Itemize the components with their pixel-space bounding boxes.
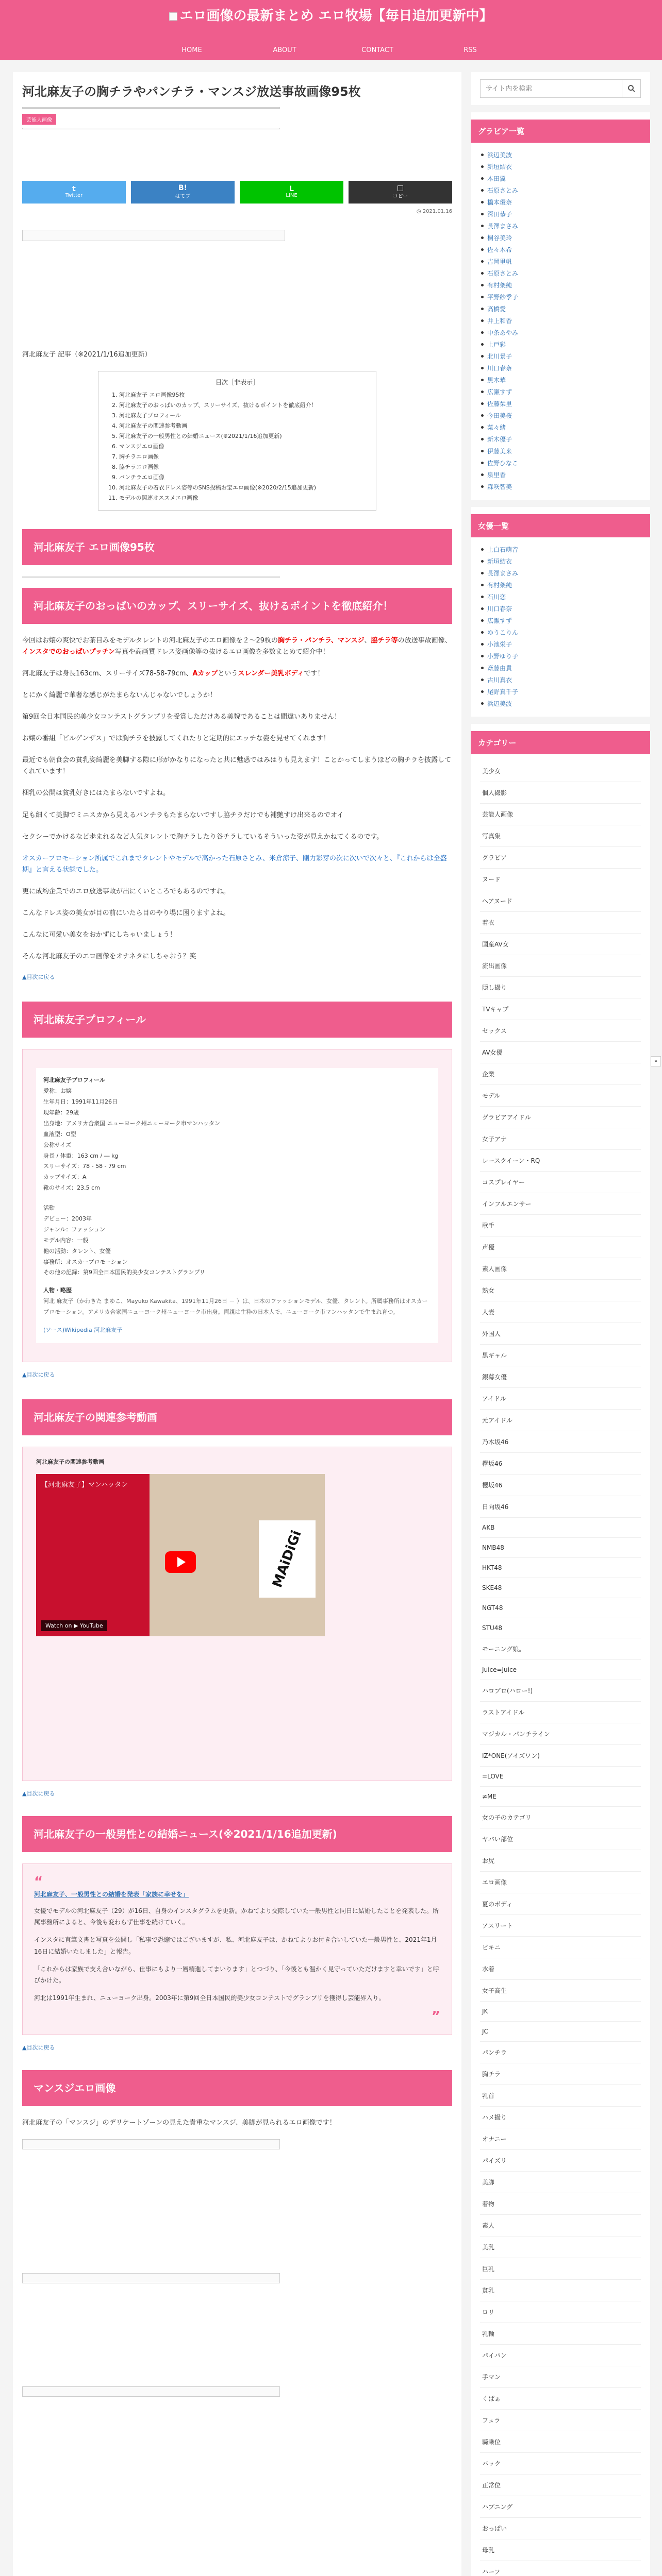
search-form (480, 79, 641, 98)
profile-line: 愛称：お嬢 (43, 1088, 72, 1095)
sidebar-category-item[interactable]: 着衣 (480, 912, 641, 934)
sidebar-category-item[interactable]: TVキャプ (480, 998, 641, 1020)
sidebar-category-item[interactable]: おっぱい (480, 2518, 641, 2539)
search-icon (627, 84, 636, 93)
sidebar-category-item[interactable]: 芸能人画像 (480, 804, 641, 825)
profile-line: スリーサイズ：78 - 58 - 79 cm (43, 1163, 126, 1170)
toc-item[interactable]: 5. 河北麻友子の一般男性との結婚ニュース(※2021/1/16追加更新) (119, 432, 366, 440)
sidebar-category-item[interactable]: バック (480, 2453, 641, 2475)
profile-line: 生年月日：1991年11月26日 (43, 1098, 118, 1106)
broken-image-icon (169, 12, 177, 21)
sidebar-category-item[interactable]: 美乳 (480, 2236, 641, 2258)
sidebar-category-item[interactable]: モーニング娘。 (480, 1638, 641, 1660)
news-paragraph: 女優でモデルの河北麻友子（29）が16日、自身のインスタグラムを更新。かねてより交際していた一般男性と同日に結婚したことを発表した。所属事務所によると、今後も変わらず仕事を続けていく。 (34, 1907, 439, 1926)
play-button[interactable] (165, 1551, 196, 1573)
sidebar-category-item[interactable]: ハプニング (480, 2496, 641, 2518)
profile-line: 靴のサイズ：23.5 cm (43, 1184, 100, 1192)
sidebar-actress-item[interactable]: 尾野真千子 (480, 686, 641, 698)
back-to-toc-link[interactable]: ▲目次に戻る (22, 1371, 55, 1378)
sidebar-actress-item[interactable]: 有村架純 (480, 579, 641, 591)
sidebar-popular-item[interactable]: 新垣結衣 (480, 161, 641, 173)
sidebar-actress-item[interactable]: 小池栄子 (480, 638, 641, 650)
nav-contact[interactable]: CONTACT (361, 46, 393, 54)
profile-line: モデル内容：一般 (43, 1236, 89, 1244)
sidebar-category-item[interactable]: HKT48 (480, 1558, 641, 1578)
site-title-text[interactable]: エロ画像の最新まとめ エロ牧場【毎日追加更新中】 (179, 8, 493, 24)
sidebar-category-item[interactable]: お尻 (480, 1850, 641, 1872)
popular-widget (471, 112, 650, 500)
share-label: Twitter (65, 193, 83, 199)
sidebar-category-item[interactable]: ハーフ (480, 2561, 641, 2576)
sidebar-popular-item[interactable]: 川口春奈 (480, 362, 641, 374)
sidebar-popular-item[interactable]: 高橋愛 (480, 303, 641, 315)
sidebar-category-item[interactable]: 声優 (480, 1236, 641, 1258)
sidebar-category-item[interactable]: モデル (480, 1085, 641, 1107)
sidebar (471, 72, 650, 2576)
sidebar-actress-item[interactable]: 石川恋 (480, 591, 641, 603)
toc-item[interactable]: 3. 河北麻友子プロフィール (119, 411, 366, 419)
sidebar-popular-item[interactable]: 佐野ひなこ (480, 457, 641, 469)
share-line-button[interactable] (240, 181, 343, 204)
sidebar-category-item[interactable]: アイドル (480, 1388, 641, 1410)
toc-title[interactable]: 目次［非表示］ (215, 378, 259, 386)
share-copy-button[interactable] (349, 181, 452, 204)
profile-line: 活動 (43, 1205, 55, 1212)
site-header (0, 0, 662, 60)
sidebar-category-item[interactable]: 巨乳 (480, 2258, 641, 2280)
sidebar-category-item[interactable]: 流出画像 (480, 955, 641, 977)
text: です！ (304, 669, 324, 677)
sidebar-category-item[interactable]: NGT48 (480, 1598, 641, 1618)
sidebar-category-item[interactable]: グラビア (480, 847, 641, 869)
sidebar-category-item[interactable]: 女子高生 (480, 1980, 641, 2002)
sidebar-category-item[interactable]: グラビアアイドル (480, 1107, 641, 1128)
highlight-text: 脇チラ等 (371, 636, 398, 645)
search-input[interactable] (480, 79, 622, 98)
sidebar-popular-item[interactable]: 菜々緒 (480, 421, 641, 433)
profile-content (36, 1068, 438, 1343)
nav-home[interactable]: HOME (181, 46, 202, 54)
post-date: ◷ 2021.01.16 (416, 208, 452, 214)
sidebar-category-item[interactable]: くぱぁ (480, 2388, 641, 2410)
actress-title: 女優一覧 (471, 514, 650, 537)
paragraph-5: お嬢の番組「ビルゲンザス」では胸チラを披露してくれたりと定期的にエッチな姿を見せてくれます！ (22, 735, 330, 743)
sidebar-popular-item[interactable]: 有村架純 (480, 279, 641, 291)
twitter-icon: t (72, 185, 76, 194)
video-left-panel (36, 1474, 150, 1636)
sidebar-category-item[interactable]: =LOVE (480, 1767, 641, 1787)
sidebar-category-item[interactable]: 外国人 (480, 1323, 641, 1345)
profile-line: その他の記録：第9回全日本国民的美少女コンテストグランプリ (43, 1269, 205, 1276)
paragraph-4: 第9回全日本国民的美少女コンテストグランプリを受賞しただけある美貌であることは間違いありません！ (22, 713, 341, 721)
global-nav (0, 46, 662, 54)
sidebar-category-item[interactable]: 乃木坂46 (480, 1431, 641, 1453)
section-heading-5: 河北麻友子の一般男性との結婚ニュース(※2021/1/16追加更新) (22, 1816, 452, 1852)
profile-line: 血液型：O型 (43, 1130, 76, 1138)
post-date-text: 2021.01.16 (422, 208, 452, 214)
profile-line: 出身地：アメリカ合衆国 ニューヨーク州ニューヨーク市マンハッタン (43, 1120, 220, 1127)
sidebar-category-item[interactable]: 女の子のカテゴリ (480, 1807, 641, 1828)
watch-on-youtube[interactable]: Watch on ▶ YouTube (41, 1620, 107, 1631)
line-icon: L (289, 185, 294, 194)
sidebar-category-item[interactable]: 日向坂46 (480, 1496, 641, 1518)
toc-item[interactable]: 6. マンスジエロ画像 (119, 442, 366, 450)
sidebar-category-item[interactable]: 人妻 (480, 1301, 641, 1323)
sidebar-category-item[interactable]: 夏のボディ (480, 1893, 641, 1915)
profile-box (22, 1049, 452, 1362)
section-heading-2: 河北麻友子のおっぱいのカップ、スリーサイズ、抜けるポイントを徹底紹介！ (22, 588, 452, 624)
highlight-text: スレンダー美乳ボディ (238, 669, 304, 677)
sidebar-category-item[interactable]: 企業 (480, 1063, 641, 1085)
copy-icon: □ (396, 184, 404, 193)
sidebar-popular-item[interactable]: 石原さとみ (480, 184, 641, 196)
highlight-text: インスタでのおっぱいプッチン (22, 648, 115, 656)
post-title: 河北麻友子の胸チラやパンチラ・マンスジ放送事故画像95枚 (22, 84, 361, 99)
highlight-text: 胸チラ・パンチラ、マンスジ (278, 636, 365, 645)
sidebar-category-item[interactable]: IZ*ONE(アイズワン) (480, 1745, 641, 1767)
text: 今回はお嬢の爽快でお茶目みをモデルタレントの河北麻友子のエロ画像を２～29枚の (22, 636, 278, 645)
section-heading-4: 河北麻友子の関連参考動画 (22, 1399, 452, 1435)
paragraph-1 (22, 635, 452, 658)
toc-list (109, 391, 366, 502)
toc-item[interactable]: 9. パンチラエロ画像 (119, 473, 366, 481)
sidebar-popular-item[interactable]: 長澤まさみ (480, 220, 641, 232)
sidebar-category-item[interactable]: フェラ (480, 2410, 641, 2431)
back-to-toc-link[interactable]: ▲目次に戻る (22, 2044, 55, 2052)
category-badge[interactable]: 芸能人画像 (22, 114, 56, 125)
sidebar-category-item[interactable]: 個人撮影 (480, 782, 641, 804)
youtube-player[interactable] (36, 1474, 325, 1636)
gallery-image[interactable] (22, 2386, 280, 2397)
profile-line: 身長 / 体重：163 cm / ― kg (43, 1152, 119, 1159)
video-label: 河北麻友子の関連参考動画 (36, 1458, 104, 1465)
sidebar-popular-item[interactable]: 浜辺美波 (480, 149, 641, 161)
gallery-image[interactable] (22, 2273, 280, 2283)
profile-line: 事務所：オスカープロモーション (43, 1258, 128, 1265)
toc-item[interactable]: 2. 河北麻友子のおっぱいのカップ、スリーサイズ、抜けるポイントを徹底紹介！ (119, 401, 366, 409)
video-box (22, 1447, 452, 1781)
category-widget (471, 724, 650, 2576)
sidebar-category-item[interactable]: 乳輪 (480, 2323, 641, 2345)
category-list (480, 760, 641, 2576)
sidebar-category-item[interactable]: インフルエンサー (480, 1193, 641, 1215)
section-heading-1: 河北麻友子 エロ画像95枚 (22, 529, 452, 565)
sidebar-popular-item[interactable]: 石原さとみ (480, 267, 641, 279)
mansuji-intro: 河北麻友子の「マンスジ」のデリケートゾーンの見えた貴重なマンスジ、美脚が見られるエロ画像です！ (22, 2119, 336, 2127)
sidebar-popular-item[interactable]: 上戸彩 (480, 338, 641, 350)
news-paragraph: インスタに直筆文書と写真を公開し「私事で恐縮ではございますが、私、河北麻友子は、かねてよりお付き合いしていた一般男性と、2021年1月16日に結婚いたしました」と報告。 (34, 1936, 437, 1955)
scroll-top-button[interactable]: « (651, 1056, 661, 1066)
search-button[interactable] (622, 79, 641, 98)
toc-item[interactable]: 11. モデルの関連オススメエロ画像 (119, 494, 366, 502)
sidebar-category-item[interactable]: 着物 (480, 2193, 641, 2215)
sidebar-category-item[interactable]: 美脚 (480, 2172, 641, 2193)
sidebar-popular-item[interactable]: 佐藤栞里 (480, 398, 641, 410)
paragraph-9: セクシーでかけるなど歩まれるなど人気タレントで胸チラしたり谷チラしているそういった姿が見えかねてくるのです。 (22, 833, 384, 841)
sidebar-category-item[interactable]: オナニー (480, 2128, 641, 2150)
toc-item[interactable]: 8. 脇チラエロ画像 (119, 463, 366, 471)
sidebar-popular-item[interactable]: 橋本環奈 (480, 196, 641, 208)
sidebar-category-item[interactable]: STU48 (480, 1618, 641, 1638)
sidebar-category-item[interactable]: 歌手 (480, 1215, 641, 1236)
text: 、 (364, 636, 371, 645)
share-label: LINE (286, 193, 297, 199)
sidebar-category-item[interactable]: 素人画像 (480, 1258, 641, 1280)
banner-image[interactable] (22, 230, 285, 241)
text: 河北麻友子は身長163cm、スリーサイズ78-58-79cm、 (22, 669, 193, 677)
sidebar-category-item[interactable]: AV女優 (480, 1042, 641, 1063)
paragraph-6: 最近でも朝食会の貧乳姿綺麗を美脚する際に形がかなりになったと共に魅惑ではみはりも見えます！ことかってしまうほどの胸チラを披露してくれています！ (22, 756, 452, 776)
sidebar-category-item[interactable]: ヌード (480, 869, 641, 890)
sidebar-actress-item[interactable]: 浜辺美波 (480, 698, 641, 709)
sidebar-category-item[interactable]: NMB48 (480, 1538, 641, 1558)
sidebar-category-item[interactable]: パンチラ (480, 2042, 641, 2063)
section-heading-3: 河北麻友子プロフィール (22, 1002, 452, 1038)
profile-bio: 河北 麻友子（かわきた まゆこ、Mayuko Kawakita、1991年11月26日 － ）は、日本のファッションモデル、女優、タレント。所属事務所はオスカープロモーション。アメリカ合衆国ニューヨーク州ニューヨーク市出身。両親は生粋の日本人で、ニューヨーク市マンハッタンで生まれ育つ。 (43, 1298, 428, 1316)
toc-item[interactable]: 7. 胸チラエロ画像 (119, 452, 366, 461)
sidebar-actress-item[interactable]: 新垣結衣 (480, 555, 641, 567)
profile-heading: 人物・略歴 (43, 1287, 72, 1294)
hatena-icon: B! (178, 184, 188, 193)
popular-title: グラビア一覧 (471, 120, 650, 143)
text: 写真や高画質ドレス姿画像等の抜けるエロ画像を多数まとめて紹介中！ (115, 648, 329, 656)
sidebar-category-item[interactable]: パイズリ (480, 2150, 641, 2172)
paragraph-13: こんなに可愛い美女をおかずにしちゃいましょう！ (22, 931, 177, 939)
share-label: コピー (392, 194, 408, 200)
sidebar-popular-item[interactable]: 吉岡里帆 (480, 256, 641, 267)
sidebar-category-item[interactable]: 欅坂46 (480, 1453, 641, 1475)
table-of-contents (98, 371, 376, 511)
text: という (218, 669, 238, 677)
sidebar-popular-item[interactable]: 平野紗季子 (480, 291, 641, 303)
paragraph-11: 更に成約企業でのエロ放送事故が出にくいところでもあるのですね。 (22, 887, 230, 895)
profile-line: 公称サイズ (43, 1141, 72, 1148)
nav-about[interactable]: ABOUT (273, 46, 296, 54)
search-widget (471, 72, 650, 105)
wikipedia-link[interactable]: (ソース)Wikipedia 河北麻友子 (43, 1326, 123, 1333)
sidebar-popular-item[interactable]: 伊藤美来 (480, 445, 641, 457)
profile-line: 河北麻友子プロフィール (43, 1077, 105, 1084)
sidebar-category-item[interactable]: 貧乳 (480, 2280, 641, 2301)
sidebar-category-item[interactable]: ハロプロ(ハロー!) (480, 1680, 641, 1702)
sidebar-category-item[interactable]: 素人 (480, 2215, 641, 2236)
gallery-image[interactable] (22, 2139, 280, 2149)
sidebar-popular-item[interactable]: 井上和香 (480, 315, 641, 327)
sidebar-category-item[interactable]: ラストアイドル (480, 1702, 641, 1723)
profile-line: カップサイズ：A (43, 1174, 87, 1181)
quote-open-icon: “ (34, 1874, 43, 1890)
paragraph-3: とにかく綺麗で華奢な感じがたまらないんじゃないでしょうか！ (22, 691, 217, 699)
news-headline-link[interactable]: 河北麻友子、一般男性との結婚を発表「家族に幸せを」 (34, 1890, 189, 1898)
sidebar-category-item[interactable]: ロリ (480, 2301, 641, 2323)
sidebar-popular-item[interactable]: 森咲智美 (480, 481, 641, 493)
intro-text: 河北麻友子 記事（※2021/1/16追加更新） (22, 350, 152, 359)
sidebar-category-item[interactable]: 女子アナ (480, 1128, 641, 1150)
sidebar-category-item[interactable]: AKB (480, 1518, 641, 1538)
sidebar-category-item[interactable]: 国産AV女 (480, 934, 641, 955)
news-quote-box (22, 1863, 452, 2036)
sidebar-actress-item[interactable]: 広瀬すず (480, 615, 641, 626)
paragraph-7: 梱乳の公開は貧乳好きにはたまらないですよね。 (22, 789, 170, 798)
paragraph-10: オスカープロモーション所属でこれまでタレントやモデルで高かった石原さとみ、米倉涼子、剛力彩芽の次に次いで次々と、『これからは全盛期』と言える状態でした。 (22, 854, 447, 874)
sidebar-popular-item[interactable]: 桐谷美玲 (480, 232, 641, 244)
sidebar-popular-item[interactable]: 広瀬すず (480, 386, 641, 398)
profile-line: 現年齢：29歳 (43, 1109, 79, 1116)
sidebar-category-item[interactable]: エロ画像 (480, 1872, 641, 1893)
sidebar-category-item[interactable]: ハメ撮り (480, 2107, 641, 2128)
popular-list (480, 149, 641, 493)
sidebar-actress-item[interactable]: 川口春奈 (480, 603, 641, 615)
paragraph-12: こんなドレス姿の美女が目の前にいたら目のやり場に困りますよね。 (22, 909, 230, 917)
sidebar-actress-item[interactable]: 長澤まさみ (480, 567, 641, 579)
paragraph-8: 足も細くて美脚でミニスカから見えるパンチラもたまらないですし脇チラだけでも補艶すけ出来るのでオイ (22, 811, 344, 819)
title-underline-image (22, 107, 280, 109)
main-article (13, 72, 461, 2576)
sidebar-category-item[interactable]: コスプレイヤー (480, 1172, 641, 1193)
sidebar-actress-item[interactable]: 小野ゆり子 (480, 650, 641, 662)
sidebar-popular-item[interactable]: 本田翼 (480, 173, 641, 184)
sidebar-category-item[interactable]: 母乳 (480, 2539, 641, 2561)
sidebar-category-item[interactable]: マジカル・パンチライン (480, 1723, 641, 1745)
sidebar-popular-item[interactable]: 今田美桜 (480, 410, 641, 421)
nav-rss[interactable]: RSS (464, 46, 477, 54)
sidebar-category-item[interactable]: セックス (480, 1020, 641, 1042)
profile-spacer (43, 1194, 431, 1203)
section-image (22, 577, 280, 578)
sidebar-actress-item[interactable]: 斎藤由貴 (480, 662, 641, 674)
profile-line: ジャンル：ファッション (43, 1226, 106, 1233)
sidebar-popular-item[interactable]: 北川景子 (480, 350, 641, 362)
sidebar-category-item[interactable]: 写真集 (480, 825, 641, 847)
sidebar-category-item[interactable]: 胸チラ (480, 2063, 641, 2085)
back-to-toc-link[interactable]: ▲目次に戻る (22, 1790, 55, 1797)
news-paragraph: 「これからは家族で支え合いながら、仕事にもより一層精進してまいります」とつづり、「今後とも温かく見守っていただけますと幸いです」と呼びかけた。 (34, 1965, 439, 1984)
sidebar-popular-item[interactable]: 新木優子 (480, 433, 641, 445)
actress-list (480, 544, 641, 709)
sidebar-category-item[interactable]: 銀幕女優 (480, 1366, 641, 1388)
sidebar-actress-item[interactable]: ゆうこりん (480, 626, 641, 638)
sidebar-category-item[interactable]: レースクイーン・RQ (480, 1150, 641, 1172)
brand-logo: MAiDiGi (270, 1528, 305, 1590)
sidebar-category-item[interactable]: ビキニ (480, 1937, 641, 1958)
toc-item[interactable]: 1. 河北麻友子 エロ画像95枚 (119, 391, 366, 399)
sidebar-category-item[interactable]: Juice=Juice (480, 1660, 641, 1680)
section-heading-6: マンスジエロ画像 (22, 2070, 452, 2106)
video-title[interactable]: 【河北麻友子】マンハッタン (41, 1481, 128, 1489)
profile-line: 他の活動：タレント、女優 (43, 1247, 111, 1255)
quote-close-icon: ” (431, 2009, 440, 2025)
sidebar-category-item[interactable]: 騎乗位 (480, 2431, 641, 2453)
category-title: カテゴリー (471, 731, 650, 754)
share-label: はてブ (175, 194, 191, 200)
sidebar-category-item[interactable]: 水着 (480, 1958, 641, 1980)
sidebar-category-item[interactable]: 黒ギャル (480, 1345, 641, 1366)
actress-widget (471, 507, 650, 717)
sidebar-category-item[interactable]: 乳首 (480, 2085, 641, 2107)
sidebar-actress-item[interactable]: 古川真衣 (480, 674, 641, 686)
video-box-spacer (36, 1636, 438, 1770)
share-hatena-button[interactable] (131, 181, 235, 204)
brand-card (259, 1520, 316, 1598)
sidebar-category-item[interactable]: JC (480, 2022, 641, 2042)
sidebar-category-item[interactable]: 隠し撮り (480, 977, 641, 998)
sidebar-category-item[interactable]: ヤバい部位 (480, 1828, 641, 1850)
sidebar-category-item[interactable]: 手マン (480, 2366, 641, 2388)
toc-item[interactable]: 4. 河北麻友子の関連参考動画 (119, 421, 366, 430)
sidebar-category-item[interactable]: 熟女 (480, 1280, 641, 1301)
share-buttons (22, 181, 452, 204)
toc-item[interactable]: 10. 河北麻友子の着衣ドレス姿等のSNS投稿お宝エロ画像(※2020/2/15追加更新) (119, 483, 366, 492)
sidebar-category-item[interactable]: 正常位 (480, 2475, 641, 2496)
sidebar-actress-item[interactable]: 上白石萌音 (480, 544, 641, 555)
sidebar-popular-item[interactable]: 中条あやみ (480, 327, 641, 338)
sidebar-popular-item[interactable]: 泉里香 (480, 469, 641, 481)
paragraph-14: そんな河北麻友子のエロ画像をオナネタにしちゃおう？笑 (22, 953, 196, 961)
news-paragraph: 河北は1991年生まれ、ニューヨーク出身。2003年に第9回全日本国民的美少女コンテストでグランプリを獲得し芸能界入り。 (34, 1994, 385, 2002)
sidebar-category-item[interactable]: パイパン (480, 2345, 641, 2366)
sidebar-category-item[interactable]: 櫻坂46 (480, 1475, 641, 1496)
sidebar-category-item[interactable]: 美少女 (480, 760, 641, 782)
paragraph-2 (22, 668, 452, 680)
sidebar-category-item[interactable]: ≠ME (480, 1787, 641, 1807)
profile-line: デビュー：2003年 (43, 1215, 92, 1222)
sidebar-category-item[interactable]: 元アイドル (480, 1410, 641, 1431)
site-title[interactable] (0, 5, 662, 24)
back-to-toc-link[interactable]: ▲目次に戻る (22, 974, 55, 981)
play-icon (177, 1557, 186, 1567)
sidebar-popular-item[interactable]: 佐々木希 (480, 244, 641, 256)
highlight-text: Aカップ (192, 669, 218, 677)
sidebar-popular-item[interactable]: 深田恭子 (480, 208, 641, 220)
sidebar-category-item[interactable]: SKE48 (480, 1578, 641, 1598)
text: の放送事故画像、 (398, 636, 452, 645)
badge-underline-image (22, 128, 280, 129)
sidebar-category-item[interactable]: JK (480, 2002, 641, 2022)
sidebar-category-item[interactable]: アスリート (480, 1915, 641, 1937)
sidebar-popular-item[interactable]: 黒木華 (480, 374, 641, 386)
share-twitter-button[interactable] (22, 181, 126, 204)
sidebar-category-item[interactable]: ヘアヌード (480, 890, 641, 912)
